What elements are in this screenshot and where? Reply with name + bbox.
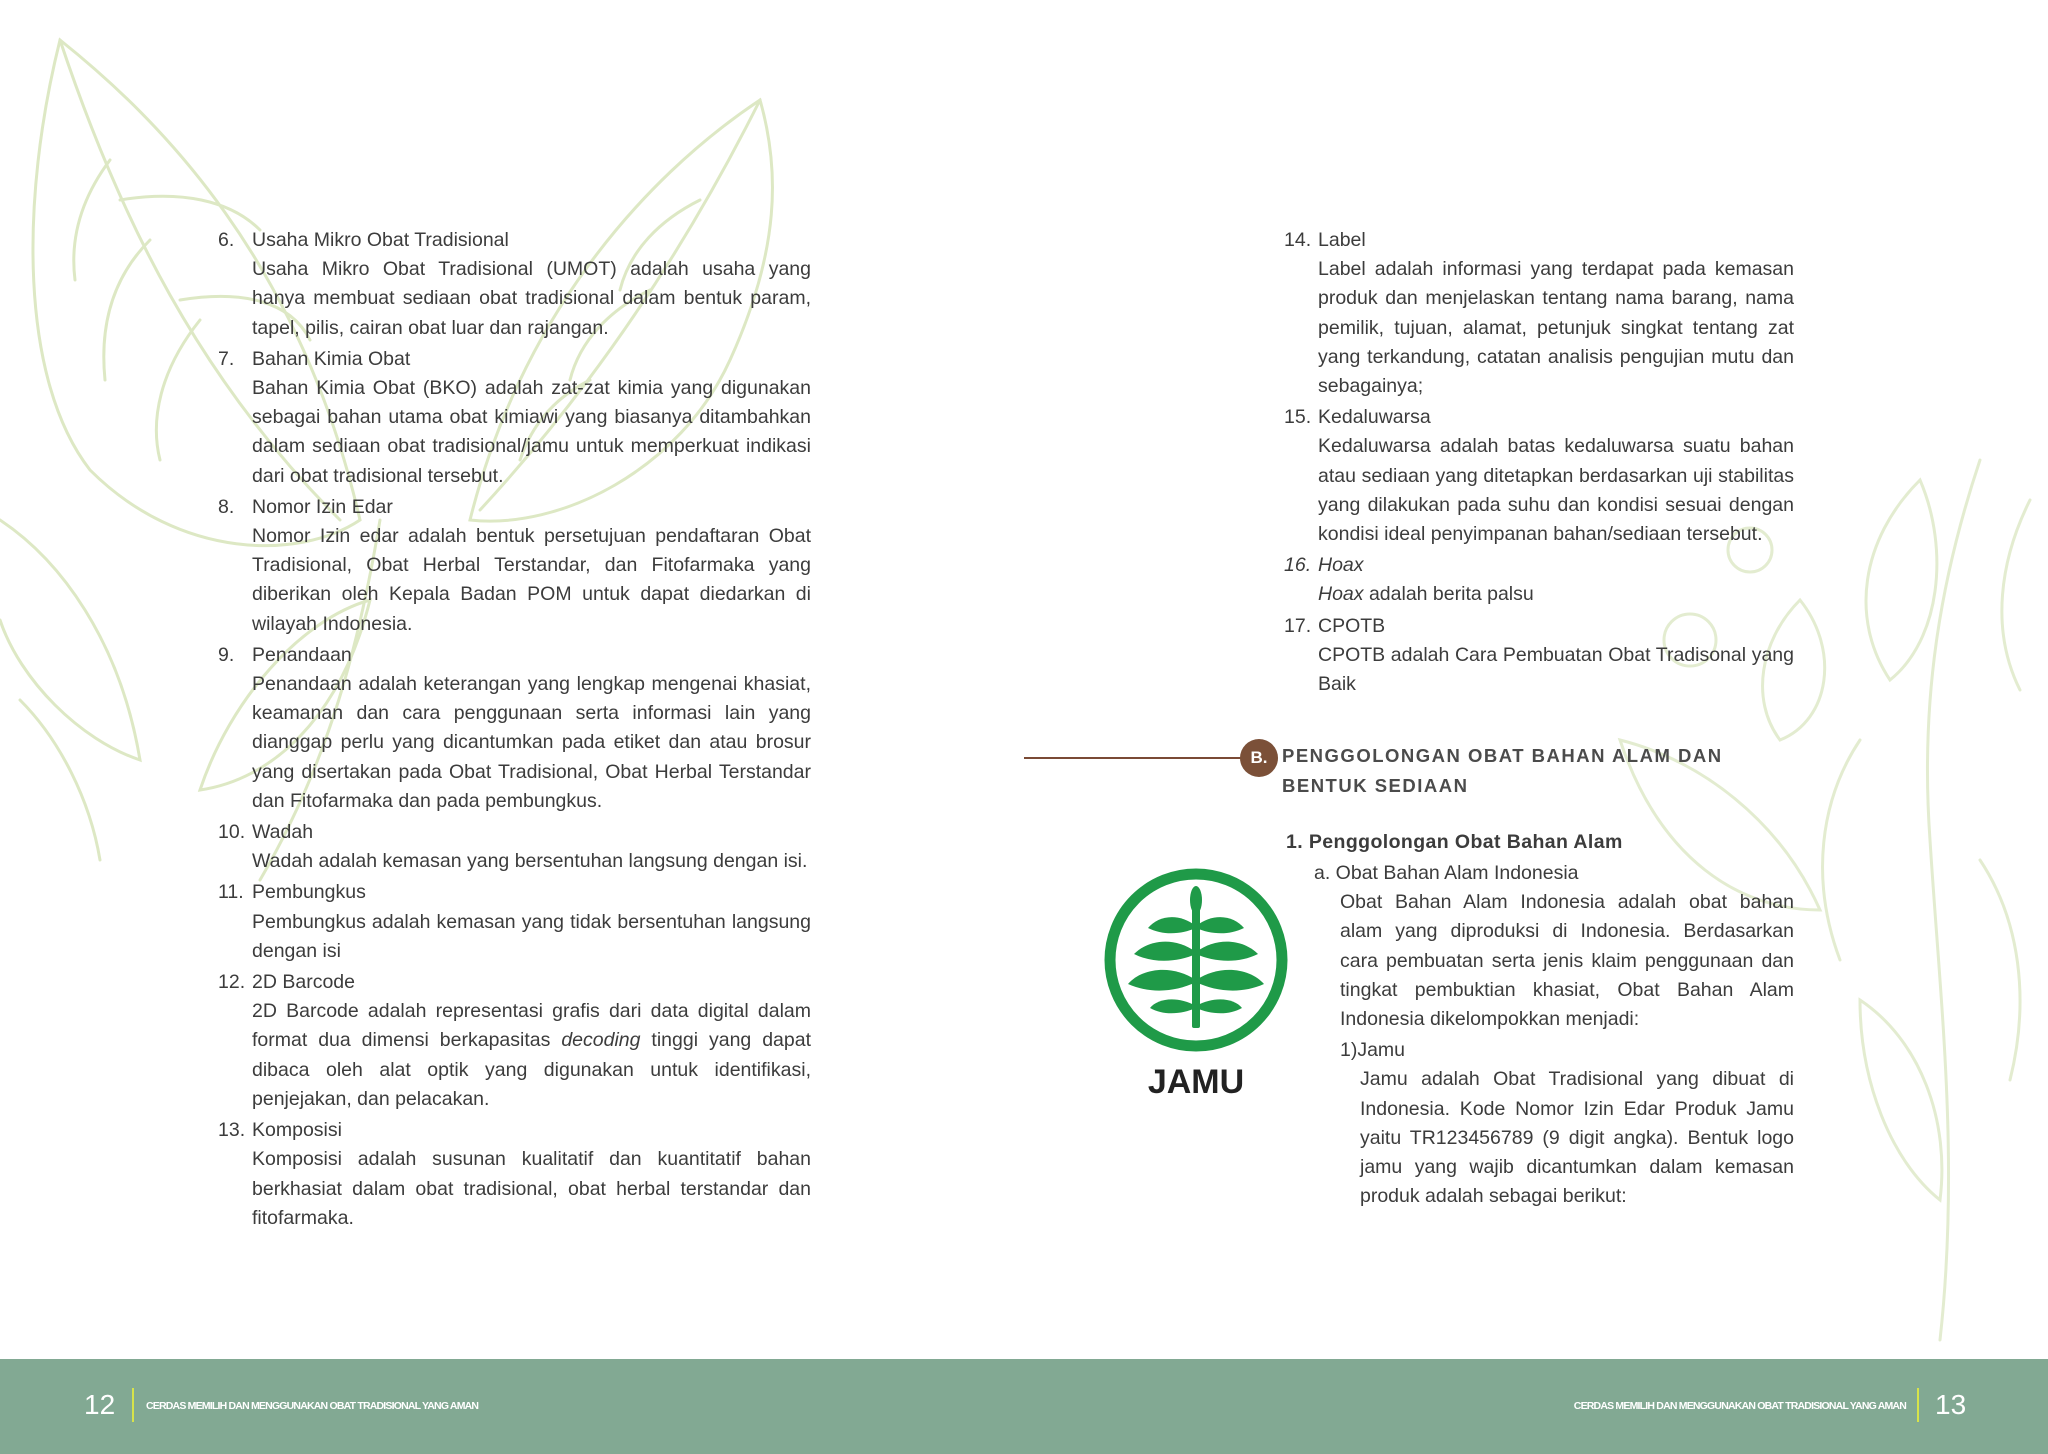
footer-divider-right [1917, 1388, 1919, 1422]
item-title: Kedaluwarsa [1318, 406, 1431, 429]
item-number: 16. [1284, 554, 1312, 577]
item-number: 12. [218, 971, 246, 994]
definition-item-10 [218, 818, 811, 876]
left-column [218, 226, 811, 1235]
section-b-header [1024, 737, 1814, 807]
subsection-heading: 1. Penggolongan Obat Bahan Alam [1286, 831, 1623, 853]
definition-item-6 [218, 226, 811, 343]
definition-item-12 [218, 968, 811, 1114]
item-title: Komposisi [252, 1119, 342, 1142]
item-description: Kedaluwarsa adalah batas kedaluwarsa suatu bahan atau sediaan yang ditetapkan berdasarkan uji stabilitas yang dilakukan pada suhu dan kondisi sesuai dengan kondisi ideal penyimpanan bahan/sediaan tersebut. [1318, 435, 1794, 546]
jamu-description: Jamu adalah Obat Tradisional yang dibuat di Indonesia. Kode Nomor Izin Edar Produk Jamu yaitu TR123456789 (9 digit angka). Bentuk logo jamu yang wajib dicantumkan dalam kemasan produk adalah sebagai berikut: [1360, 1068, 1794, 1208]
desc-text: adalah berita palsu [1363, 583, 1534, 606]
item-description: Bahan Kimia Obat (BKO) adalah zat-zat kimia yang digunakan sebagai bahan utama obat kimiawi yang biasanya ditambahkan dalam sediaan obat tradisional/jamu untuk memperkuat indikasi dari obat tradisional tersebut. [252, 377, 811, 487]
item-number: 6. [218, 229, 235, 251]
right-column [1284, 226, 1794, 701]
item-title: Nomor Izin Edar [252, 495, 393, 518]
item-title: Usaha Mikro Obat Tradisional [252, 229, 509, 251]
page-footer [0, 1359, 2048, 1454]
item-title: Label [1318, 229, 1366, 251]
logo-text: JAMU [1147, 1063, 1245, 1101]
desc-text: 2D Barcode adalah representasi grafis dari data digital dalam format dua dimensi berkapasitas [252, 1000, 811, 1052]
item-number: 13. [218, 1119, 246, 1142]
desc-text: tinggi yang dapat dibaca oleh alat optik yang digunakan untuk identifikasi, penjejakan, dan pelacakan. [252, 1029, 812, 1110]
item-number: 17. [1284, 614, 1312, 637]
footer-title-left: CERDAS MEMILIH DAN MENGGUNAKAN OBAT TRADISIONAL YANG AMAN [146, 1400, 479, 1412]
item-description [1318, 580, 1794, 609]
jamu-logo [1098, 858, 1294, 1108]
page-number-right: 13 [1935, 1389, 1967, 1420]
subsection-a-label: a. Obat Bahan Alam Indonesia [1314, 862, 1579, 884]
subsection-a [1314, 859, 1794, 1211]
item-title: Bahan Kimia Obat [252, 347, 411, 370]
tree-icon [1128, 886, 1264, 1028]
item-description: Komposisi adalah susunan kualitatif dan kuantitatif bahan berkhasiat dalam obat tradisional, obat herbal terstandar dan fitofarmaka. [252, 1148, 811, 1229]
definition-item-13 [218, 1116, 811, 1233]
jamu-item [1314, 1036, 1794, 1211]
definition-item-17 [1284, 612, 1794, 700]
item-description: Wadah adalah kemasan yang bersentuhan langsung dengan isi. [252, 850, 808, 873]
jamu-label: 1)Jamu [1340, 1039, 1406, 1062]
footer-title-right: CERDAS MEMILIH DAN MENGGUNAKAN OBAT TRADISIONAL YANG AMAN [1573, 1400, 1906, 1412]
item-description [252, 997, 811, 1114]
item-description: Nomor Izin edar adalah bentuk persetujuan pendaftaran Obat Tradisional, Obat Herbal Terstandar, dan Fitofarmaka yang diberikan oleh Kepala Badan POM untuk dapat diedarkan di wilayah Indonesia. [252, 525, 811, 635]
definition-item-9 [218, 641, 811, 816]
section-heading: PENGGOLONGAN OBAT BAHAN ALAM DAN BENTUK SEDIAAN [1282, 745, 1723, 796]
item-number: 11. [218, 881, 244, 904]
item-number: 8. [218, 495, 235, 518]
desc-italic-term: decoding [561, 1029, 641, 1052]
section-divider-line [1024, 757, 1242, 759]
item-number: 15. [1284, 406, 1312, 429]
item-description: Pembungkus adalah kemasan yang tidak bersentuhan langsung dengan isi [252, 910, 811, 962]
item-number: 9. [218, 643, 235, 666]
footer-divider-left [132, 1388, 134, 1422]
item-title: CPOTB [1318, 614, 1386, 637]
item-title: 2D Barcode [252, 971, 355, 994]
item-description: Label adalah informasi yang terdapat pada kemasan produk dan menjelaskan tentang nama barang, nama pemilik, tujuan, alamat, petunjuk singkat tentang zat yang terkandung, catatan analisis pengujian mutu dan sebagainya; [1318, 258, 1794, 398]
item-title: Penandaan [252, 643, 352, 666]
subsection-a-description: Obat Bahan Alam Indonesia adalah obat bahan alam yang diproduksi di Indonesia. Berdasarkan cara pembuatan serta jenis klaim penggunaan dan tingkat pembuktian khasiat, Obat Bahan Alam Indonesia dikelompokkan menjadi: [1340, 891, 1794, 1031]
item-title: Hoax [1318, 554, 1364, 577]
item-description: Usaha Mikro Obat Tradisional (UMOT) adalah usaha yang hanya membuat sediaan obat tradisional dalam bentuk param, tapel, pilis, cairan obat luar dan rajangan. [252, 258, 811, 339]
item-number: 14. [1284, 229, 1312, 251]
definition-item-14 [1284, 226, 1794, 401]
page-number-left: 12 [84, 1389, 116, 1420]
item-description: CPOTB adalah Cara Pembuatan Obat Tradisonal yang Baik [1318, 643, 1794, 696]
definition-item-11 [218, 878, 811, 966]
item-number: 10. [218, 821, 246, 844]
item-title: Pembungkus [252, 881, 366, 904]
definition-item-7 [218, 345, 811, 491]
definition-item-16 [1284, 551, 1794, 609]
item-description: Penandaan adalah keterangan yang lengkap mengenai khasiat, keamanan dan cara penggunaan serta informasi lain yang dianggap perlu yang dicantumkan pada etiket dan atau brosur yang disertakan pada Obat Tradisional, Obat Herbal Terstandar dan Fitofarmaka dan pada pembungkus. [252, 673, 811, 812]
desc-italic-term: Hoax [1318, 583, 1364, 606]
definition-item-8 [218, 493, 811, 639]
item-number: 7. [218, 347, 235, 370]
item-title: Wadah [252, 821, 314, 844]
section-badge: B. [1240, 739, 1278, 777]
definition-item-15 [1284, 403, 1794, 549]
